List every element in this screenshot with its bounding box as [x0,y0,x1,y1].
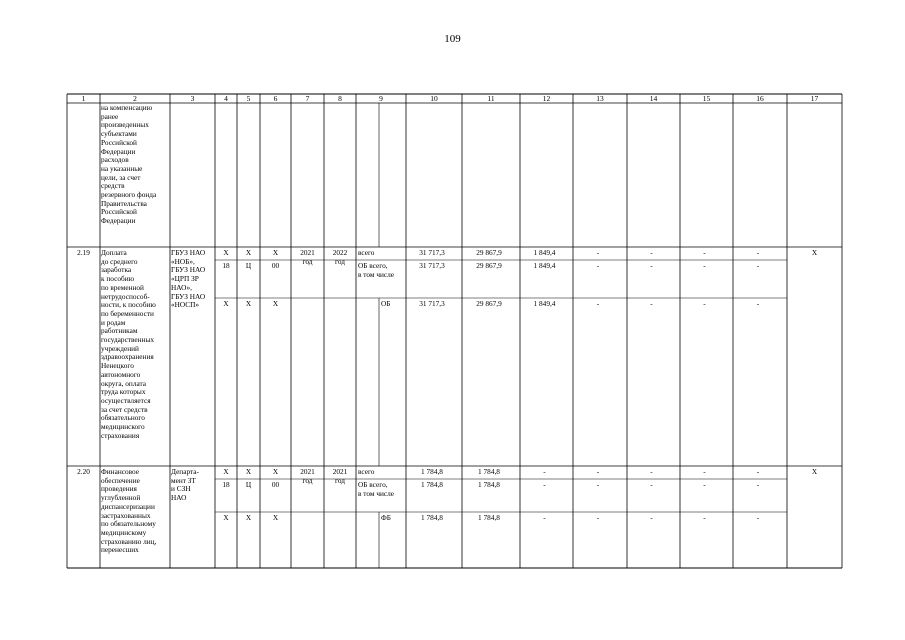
dash-cell: - [650,467,653,476]
code-cell: Х [272,248,279,257]
start-year: 2021 год [300,248,315,266]
measure-name: Финансовое обеспечение проведения углубленной диспансеризации застрахованных по обязательному медицинскому страхованию лиц, перенесших [101,467,157,555]
amount-cell: 31 717,3 [419,261,445,270]
dash-cell: - [756,467,760,476]
amount-cell: 31 717,3 [419,248,445,257]
end-year: 2022 год [332,248,348,266]
dash-cell: - [650,248,653,257]
dash-cell: - [756,513,760,522]
dash-cell: - [703,513,706,522]
funding-source-sub: ОБ всего, в том числе [358,480,395,498]
end-year: 2021 год [332,467,348,485]
col-header-8: 8 [338,94,342,103]
dash-cell: - [650,261,653,270]
amount-cell: - [543,513,546,522]
amount-cell: 31 717,3 [419,299,445,308]
code-cell: Х [245,248,252,257]
dash-cell: - [596,261,600,270]
code-cell: Х [223,513,229,522]
code-cell: 00 [271,261,280,270]
result-indicator: Х [811,467,818,476]
col-header-14: 14 [649,94,658,103]
col-header-5: 5 [246,94,251,103]
code-cell: Х [272,513,279,522]
col-header-15: 15 [702,94,711,103]
dash-cell: - [596,467,600,476]
funding-source-detail: ОБ [381,299,391,308]
continued-measure-text: на компенсацию ранее произведенных субъектами Российской Федерации расходов на указанные цели, за счет средств резервного фонда Правительства Российской Федерации [101,103,157,226]
col-header-1: 1 [81,94,86,103]
col-header-16: 16 [756,94,764,103]
code-cell: Х [223,248,229,257]
dash-cell: - [703,261,706,270]
dash-cell: - [596,248,600,257]
start-year: 2021 год [300,467,315,485]
amount-cell: 29 867,9 [476,299,502,308]
col-header-9: 9 [379,94,383,103]
code-cell: Ц [245,261,252,270]
amount-cell: - [543,480,546,489]
code-cell: 18 [222,261,230,270]
col-header-4: 4 [224,94,228,103]
result-indicator: Х [811,248,818,257]
amount-cell: 29 867,9 [476,248,502,257]
dash-cell: - [756,299,760,308]
measure-number: 2.20 [77,467,90,476]
dash-cell: - [650,480,653,489]
amount-cell: 1 849,4 [533,248,556,257]
col-header-6: 6 [273,94,278,103]
measure-name: Доплата до среднего заработка к пособию по временной нетрудоспособ- ности, к пособию по беременности и родам работникам государственных учреждений здравоохранения Ненецкого автономного округа, оплата труда которых осуществляется за счет средств обязательного медицинского страхования [101,248,156,440]
funding-source-total: всего [358,248,375,257]
dash-cell: - [596,480,600,489]
code-cell: Х [245,299,252,308]
amount-cell: 29 867,9 [476,261,502,270]
col-header-13: 13 [596,94,604,103]
amount-cell: 1 784,8 [478,513,500,522]
amount-cell: 1 784,8 [421,480,443,489]
amount-cell: 1 784,8 [421,467,443,476]
code-cell: Х [223,299,229,308]
code-cell: Ц [245,480,252,489]
dash-cell: - [596,299,600,308]
funding-source-detail: ФБ [381,513,391,522]
dash-cell: - [650,513,653,522]
page-number: 109 [444,33,461,45]
executor: ГБУЗ НАО «НОБ», ГБУЗ НАО «ЦРП ЗР НАО», ГБУЗ НАО «НОСП» [171,248,206,310]
dash-cell: - [703,467,706,476]
dash-cell: - [596,513,600,522]
col-header-10: 10 [430,94,438,103]
funding-source-total: всего [358,467,375,476]
dash-cell: - [703,248,706,257]
dash-cell: - [650,299,653,308]
amount-cell: 1 849,4 [533,299,556,308]
dash-cell: - [756,261,760,270]
col-header-7: 7 [305,94,310,103]
code-cell: 18 [222,480,230,489]
amount-cell: 1 784,8 [478,467,500,476]
measure-number: 2.19 [77,248,90,257]
amount-cell: - [543,467,546,476]
dash-cell: - [756,480,760,489]
amount-cell: 1 784,8 [421,513,443,522]
executor: Департа- мент ЗТ и СЗН НАО [171,467,199,503]
code-cell: Х [245,513,252,522]
col-header-2: 2 [133,94,137,103]
funding-source-sub: ОБ всего, в том числе [358,261,395,279]
dash-cell: - [703,299,706,308]
code-cell: Х [272,299,279,308]
col-header-17: 17 [810,94,819,103]
col-header-12: 12 [542,94,551,103]
code-cell: Х [223,467,229,476]
code-cell: Х [272,467,279,476]
amount-cell: 1 784,8 [478,480,500,489]
col-header-3: 3 [190,94,195,103]
code-cell: Х [245,467,252,476]
amount-cell: 1 849,4 [533,261,556,270]
dash-cell: - [756,248,760,257]
col-header-11: 11 [487,94,495,103]
dash-cell: - [703,480,706,489]
code-cell: 00 [271,480,280,489]
